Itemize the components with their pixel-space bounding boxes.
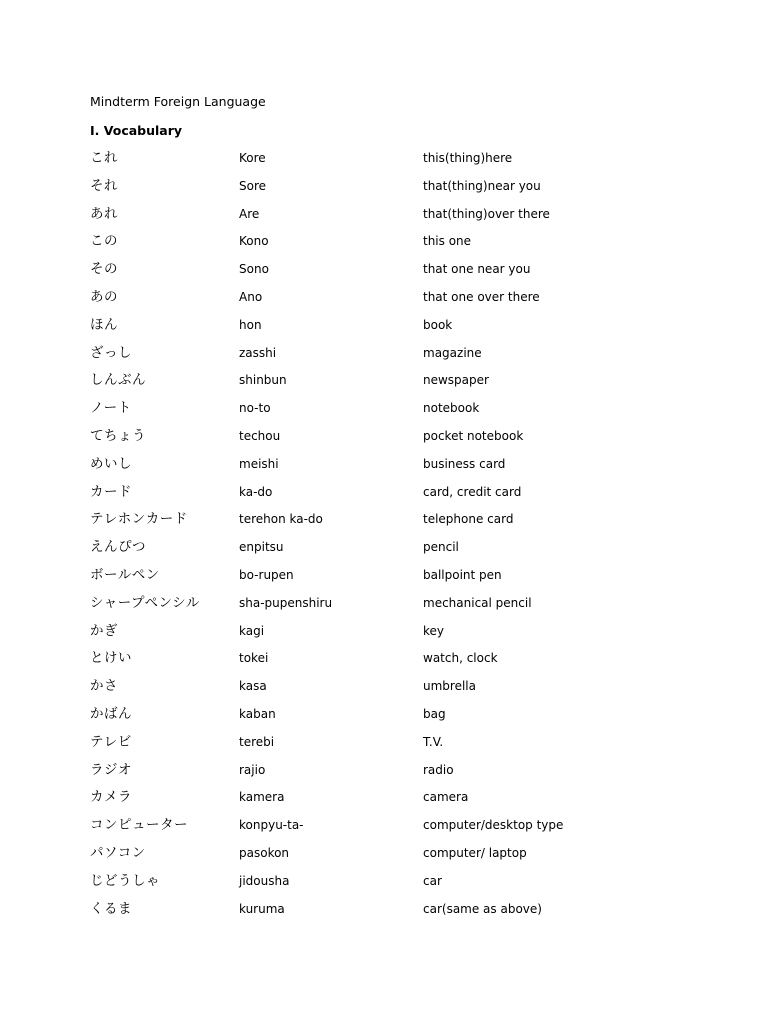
vocab-romaji: kuruma [239, 901, 285, 916]
vocab-romaji: Kore [239, 151, 266, 165]
vocab-meaning: watch, clock [423, 651, 498, 666]
vocab-japanese: テレホンカード [90, 511, 188, 528]
vocab-meaning: card, credit card [423, 484, 522, 499]
vocab-japanese: この [90, 233, 118, 250]
vocab-meaning: business card [423, 456, 506, 471]
vocab-row [0, 675, 768, 703]
vocab-japanese: あれ [90, 205, 118, 222]
vocab-japanese: くるま [90, 900, 132, 917]
vocab-meaning: computer/ laptop [423, 845, 527, 860]
vocab-row [0, 564, 768, 592]
vocab-romaji: shinbun [239, 373, 287, 388]
vocab-row [0, 342, 768, 370]
vocab-row [0, 759, 768, 787]
vocab-meaning: magazine [423, 345, 482, 360]
vocab-row [0, 453, 768, 481]
vocab-row [0, 647, 768, 675]
vocab-romaji: rajio [239, 762, 266, 777]
vocab-japanese: えんぴつ [90, 539, 146, 556]
vocab-japanese: ラジオ [90, 761, 132, 778]
vocab-romaji: kasa [239, 679, 267, 694]
vocab-japanese: パソコン [90, 844, 146, 861]
vocab-meaning: car(same as above) [423, 901, 542, 916]
vocab-japanese: かぎ [90, 622, 118, 639]
vocab-japanese: それ [90, 177, 118, 194]
vocab-romaji: Are [239, 206, 260, 221]
vocab-meaning: pocket notebook [423, 428, 524, 443]
vocab-meaning: that(thing)near you [423, 178, 541, 193]
vocab-romaji: ka-do [239, 484, 273, 499]
vocab-japanese: これ [90, 150, 118, 166]
vocab-romaji: terehon ka-do [239, 512, 323, 527]
vocab-japanese: かばん [90, 705, 132, 722]
vocab-romaji: kaban [239, 706, 276, 721]
vocab-row [0, 814, 768, 842]
vocab-meaning: ballpoint pen [423, 567, 502, 582]
vocab-row [0, 175, 768, 203]
vocab-japanese: ほん [90, 316, 118, 333]
vocab-japanese: めいし [90, 455, 132, 472]
vocab-row [0, 703, 768, 731]
vocab-meaning: that one near you [423, 262, 531, 277]
vocab-romaji: konpyu-ta- [239, 818, 304, 833]
vocab-romaji: terebi [239, 734, 275, 749]
vocab-meaning: T.V. [423, 734, 444, 749]
vocab-row [0, 147, 768, 175]
vocab-meaning: book [423, 317, 453, 332]
vocab-japanese: あの [90, 288, 118, 305]
vocab-japanese: カメラ [90, 789, 132, 806]
vocab-meaning: telephone card [423, 512, 514, 527]
section-heading: I. Vocabulary [90, 123, 183, 138]
vocab-romaji: Ano [239, 289, 263, 304]
vocab-row [0, 397, 768, 425]
document-title: Mindterm Foreign Language [90, 94, 266, 109]
vocab-row [0, 731, 768, 759]
vocab-meaning: that one over there [423, 289, 540, 304]
vocab-romaji: no-to [239, 401, 271, 416]
vocab-meaning: newspaper [423, 373, 489, 388]
vocab-meaning: pencil [423, 540, 459, 555]
vocab-romaji: kamera [239, 790, 285, 805]
vocab-japanese: てちょう [90, 427, 146, 444]
vocab-japanese: じどうしゃ [90, 872, 160, 889]
vocab-romaji: zasshi [239, 345, 277, 360]
vocab-japanese: ボールペン [90, 566, 160, 583]
vocab-romaji: Kono [239, 234, 269, 249]
vocab-romaji: Sono [239, 262, 269, 277]
vocab-row [0, 508, 768, 536]
vocab-meaning: computer/desktop type [423, 818, 564, 833]
vocab-row [0, 898, 768, 926]
vocab-row [0, 203, 768, 231]
vocab-meaning: key [423, 623, 445, 638]
vocab-meaning: mechanical pencil [423, 595, 532, 610]
vocab-row [0, 481, 768, 509]
vocab-meaning: car [423, 873, 442, 888]
vocab-row [0, 369, 768, 397]
vocab-japanese: かさ [90, 678, 118, 695]
vocab-romaji: jidousha [239, 873, 290, 888]
vocab-romaji: pasokon [239, 845, 290, 860]
vocab-meaning: umbrella [423, 679, 476, 694]
vocab-romaji: kagi [239, 623, 265, 638]
vocab-row [0, 592, 768, 620]
vocab-row [0, 786, 768, 814]
vocab-meaning: bag [423, 706, 446, 721]
vocab-romaji: tokei [239, 651, 269, 666]
vocab-row [0, 870, 768, 898]
vocab-japanese: ノート [90, 400, 132, 417]
vocab-meaning: radio [423, 762, 454, 777]
vocab-row [0, 620, 768, 648]
vocab-row [0, 842, 768, 870]
vocab-romaji: Sore [239, 178, 267, 193]
vocabulary-list [0, 147, 768, 925]
vocab-japanese: ざっし [90, 344, 132, 361]
vocab-japanese: シャープペンシル [90, 594, 200, 611]
vocab-japanese: とけい [90, 650, 132, 667]
vocab-romaji: techou [239, 428, 281, 443]
vocab-romaji: enpitsu [239, 540, 284, 555]
vocab-japanese: カード [90, 483, 132, 500]
vocab-row [0, 230, 768, 258]
vocab-meaning: that(thing)over there [423, 206, 550, 221]
vocab-romaji: meishi [239, 456, 279, 471]
vocab-meaning: notebook [423, 401, 480, 416]
vocab-romaji: bo-rupen [239, 567, 294, 582]
vocab-row [0, 425, 768, 453]
vocab-japanese: コンピューター [90, 817, 188, 834]
vocab-row [0, 314, 768, 342]
vocab-row [0, 536, 768, 564]
vocab-meaning: camera [423, 790, 469, 805]
vocab-romaji: hon [239, 317, 262, 332]
vocab-japanese: しんぶん [90, 372, 146, 389]
vocab-meaning: this(thing)here [423, 151, 513, 165]
vocab-romaji: sha-pupenshiru [239, 595, 333, 610]
vocab-row [0, 258, 768, 286]
vocab-japanese: その [90, 261, 118, 278]
vocab-meaning: this one [423, 234, 472, 249]
vocab-japanese: テレビ [90, 733, 132, 750]
vocab-row [0, 286, 768, 314]
